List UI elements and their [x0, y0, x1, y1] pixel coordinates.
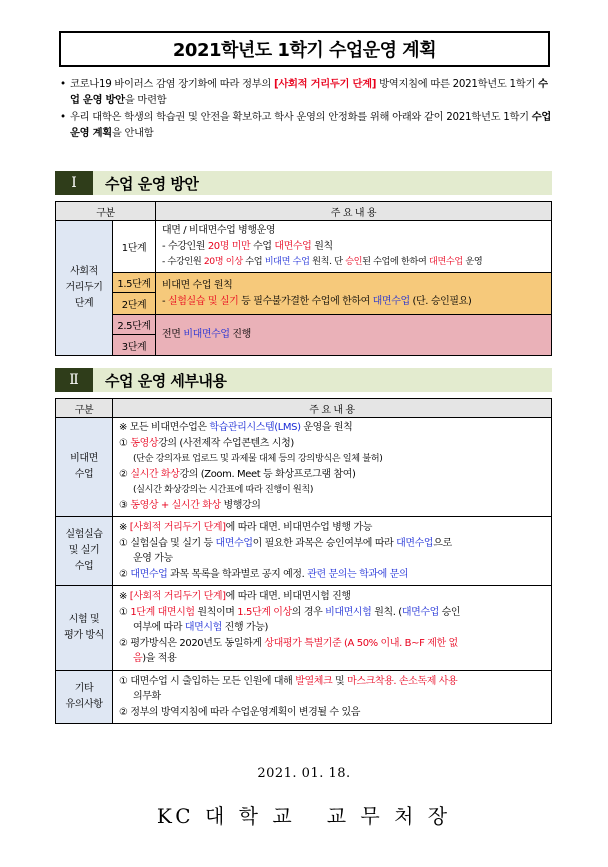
level-1-5: 1.5단계 — [113, 273, 156, 293]
header-content: 주 요 내 용 — [156, 202, 552, 221]
header-content: 주 요 내 용 — [113, 399, 552, 418]
content-line: - 수강인원 20명 이상 수업 비대면 수업 원칙. 단 승인된 수업에 한하여 대면수업 운영 — [162, 256, 483, 268]
header-category: 구분 — [56, 399, 113, 418]
content-line: 음)을 적용 — [133, 653, 177, 664]
details-table — [55, 398, 552, 724]
signature: KC 대 학 교 교 무 처 장 — [156, 804, 452, 828]
row-label-exam: 시험 및 평가 방식 — [56, 586, 113, 671]
content-line: ③ 동영상 + 실시간 화상 병행강의 — [119, 499, 261, 511]
intro-text: 방역지침에 따른 2021학년도 1학기 — [376, 78, 539, 90]
intro-bullet-1: • 코로나19 바이러스 감염 장기화에 따라 정부의 [사회적 거리두기 단계] 방역지침에 따른 2021학년도 1학기 수업 운영 방안을 마련함 — [60, 78, 548, 107]
content-line: ※ [사회적 거리두기 단계]에 따라 대면. 비대면수업 병행 가능 — [119, 522, 372, 533]
content-line: ② 정부의 방역지침에 따라 수업운영계획이 변경될 수 있음 — [119, 706, 360, 718]
level-2-5: 2.5단계 — [113, 315, 156, 335]
content-line: ※ 모든 비대면수업은 학습관리시스템(LMS) 운영을 원칙 — [119, 422, 353, 433]
content-line: ① 1단계 대면시험 원칙이며 1.5단계 이상의 경우 비대면시험 원칙. (대면수업 승인 — [119, 606, 461, 618]
row-level-2-content — [156, 273, 552, 315]
header-category: 구분 — [56, 202, 156, 221]
content-line: 비대면 수업 원칙 — [162, 280, 233, 291]
row-label-online: 비대면 수업 — [56, 418, 113, 517]
level-2: 2단계 — [113, 293, 156, 315]
document-date: 2021. 01. 18. — [257, 766, 351, 781]
intro-highlight: 수업 운영 계획 — [70, 110, 552, 140]
content-line: ※ [사회적 거리두기 단계]에 따라 대면. 비대면시험 진행 — [119, 591, 351, 602]
intro — [60, 76, 554, 142]
intro-text: 을 마련함 — [124, 94, 167, 107]
content-line: (단순 강의자료 업로드 및 과제물 대체 등의 강의방식은 일체 불허) — [133, 453, 383, 464]
content-line: 운영 가능 — [133, 553, 173, 564]
level-1: 1단계 — [113, 221, 156, 273]
intro-highlight: [사회적 거리두기 단계] — [273, 78, 377, 90]
section-1-header — [55, 171, 552, 195]
content-line: - 수강인원 20명 미만 수업 대면수업 원칙 — [162, 240, 333, 252]
group-label: 사회적 거리두기 단계 — [56, 221, 113, 356]
content-line: ② 실시간 화상강의 (Zoom. Meet 등 화상프로그램 참여) — [119, 468, 356, 480]
intro-text: 코로나19 바이러스 감염 장기화에 따라 정부의 — [70, 78, 274, 90]
row-lab-content — [113, 517, 552, 586]
content-line: 대면 / 비대면수업 병행운영 — [162, 225, 276, 237]
section-number: Ⅱ — [55, 368, 93, 392]
content-line: 의무화 — [133, 691, 161, 702]
plan-table — [55, 201, 552, 356]
section-title: 수업 운영 세부내용 — [105, 371, 227, 390]
row-level-3-content — [156, 315, 552, 356]
row-exam-content — [113, 586, 552, 671]
intro-text: 우리 대학은 학생의 학습권 및 안전을 확보하고 학사 운영의 안정화를 위해 아래와 같이 2021학년도 1학기 — [70, 110, 532, 123]
section-2-header — [55, 368, 552, 392]
content-line: ① 실험실습 및 실기 등 대면수업이 필요한 과목은 승인여부에 따라 대면수업으로 — [119, 537, 452, 549]
intro-text: 을 안내함 — [111, 127, 154, 140]
level-3: 3단계 — [113, 335, 156, 356]
section-number: I — [55, 171, 93, 195]
content-line: (실시간 화상강의는 시간표에 따라 진행이 원칙) — [133, 484, 313, 495]
intro-bullet-2: • 우리 대학은 학생의 학습권 및 안전을 확보하고 학사 운영의 안정화를 위해 아래와 같이 2021학년도 1학기 수업 운영 계획을 안내함 — [60, 110, 552, 140]
content-line: 전면 비대면수업 진행 — [162, 329, 251, 341]
content-line: ② 평가방식은 2020년도 동일하게 상대평가 특별기준 (A 50% 이내. B~F 제한 없 — [119, 637, 458, 649]
intro-highlight: 수업 운영 방안 — [70, 78, 548, 107]
row-label-notes: 기타 유의사항 — [56, 670, 113, 724]
content-line: ② 대면수업 과목 목록을 학과별로 공지 예정. 관련 문의는 학과에 문의 — [119, 568, 409, 580]
row-label-lab: 실험실습 및 실기 수업 — [56, 517, 113, 586]
page-title: 2021학년도 1학기 수업운영 계획 — [59, 31, 550, 67]
section-title: 수업 운영 방안 — [105, 174, 199, 193]
content-line: ① 대면수업 시 출입하는 모든 인원에 대해 발열체크 및 마스크착용. 손소독제 사용 — [119, 675, 458, 687]
content-line: - 실험실습 및 실기 등 필수불가결한 수업에 한하여 대면수업 (단. 승인필요) — [162, 295, 472, 307]
content-line: ① 동영상강의 (사전제작 수업콘텐츠 시청) — [119, 437, 294, 449]
content-line: 여부에 따라 대면시험 진행 가능) — [133, 622, 269, 633]
row-online-content — [113, 418, 552, 517]
row-level-1-content — [156, 221, 552, 273]
row-notes-content — [113, 670, 552, 724]
